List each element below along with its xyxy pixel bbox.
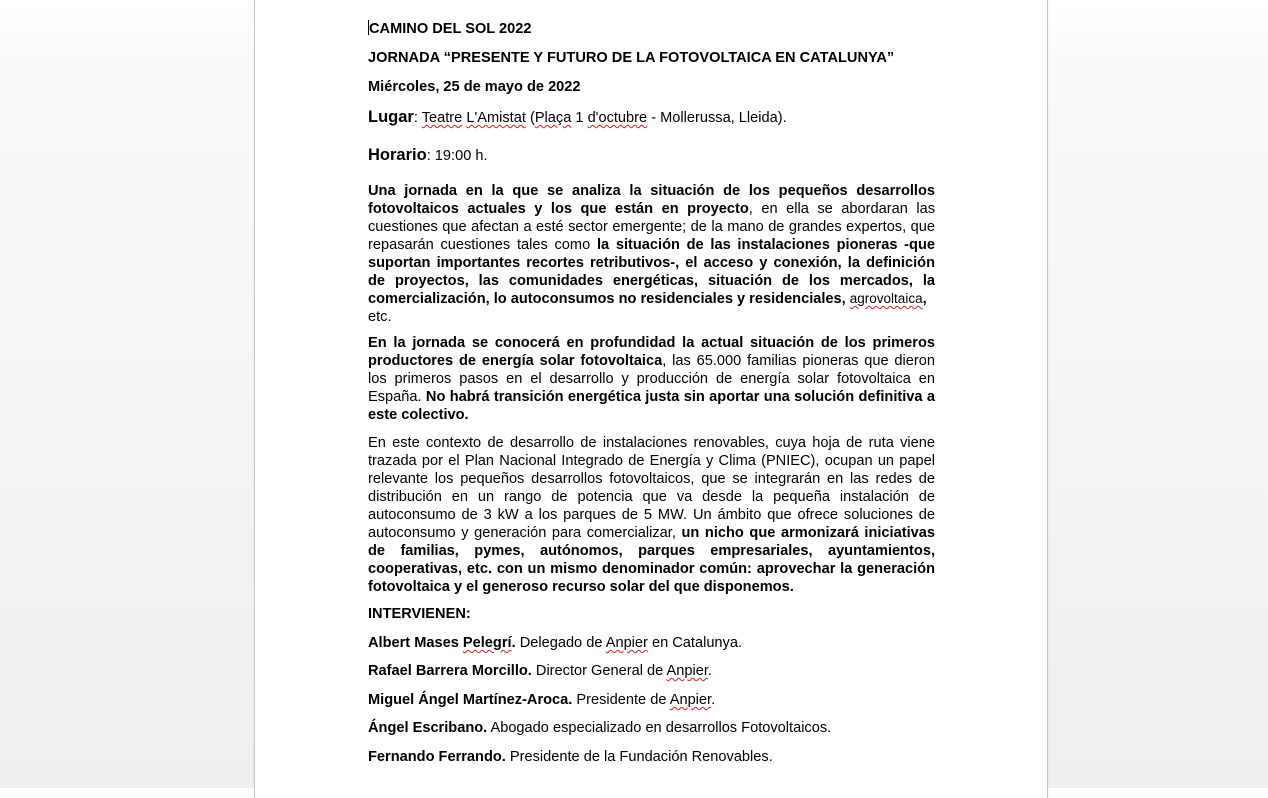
paragraph-intro [368,182,935,326]
speaker-role: Presidente de [572,692,670,708]
speaker-role: en Catalunya. [647,635,743,651]
spell-error-word[interactable]: d'octubre [587,110,648,126]
spell-error-word[interactable]: Teatre [421,110,463,126]
body-text: , las 65.000 familias pioneras que dieron los primeros pasos en el desarrollo y producción de energía solar fotovoltaica en España. [368,353,935,405]
speakers-heading: INTERVIENEN: [368,606,471,622]
spell-error-word[interactable]: Anpier [669,692,712,708]
bold-text: Una jornada en la que se analiza la situación de los pequeños desarrollos fotovoltaicos actuales y los que están en proyecto [368,183,935,217]
speaker-name: Albert Mases [368,635,463,651]
bold-text: la situación de las instalaciones pioneras -que suportan importantes recortes retributivos-, el acceso y conexión, la definición de proyectos, las comunidades energéticas, situación de los mercados, la comercialización, lo autoconsumos no residenciales y residenciales [368,237,935,307]
spell-error-word[interactable]: L'Amistat [466,110,526,126]
speaker-role: . [711,692,716,708]
speaker-role: Presidente de la Fundación Renovables. [505,749,773,765]
speaker-name: Miguel Ángel Martínez-Aroca. [368,692,573,708]
document-title [368,20,531,38]
body-text: , [841,291,850,307]
speaker-role: Delegado de [515,635,606,651]
bold-text: No habrá transición energética justa sin aportar una solución definitiva a este colectivo. [368,389,935,423]
body-text: etc. [368,309,392,325]
bold-text: En la jornada se conocerá en profundidad la actual situación de los primeros productores de energía solar fotovoltaica [368,335,935,369]
speaker-name: . [511,635,516,651]
body-text: En este contexto de desarrollo de instalaciones renovables, cuya hoja de ruta viene trazada por el Plan Nacional Integrado de Energía y Clima (PNIEC), ocupan un papel relevante los pequeños desarrollos fotovoltaicos, que se integrarán en las redes de distribución en un rango de potencia que va desde la pequeña instalación de autoconsumo de 3 kW a los parques de 5 MW. Un ámbito que ofrece soluciones de autoconsumo y generación para comercializar, [368,435,935,541]
bold-text: un nicho que armonizará iniciativas de familias, pymes, autónomos, parques empresariales, ayuntamientos, cooperativas, etc. con un mismo denominador común: aprovechar la generación fotovoltaica y el generoso recurso solar del que disponemos. [368,525,935,595]
document-page [254,0,1048,798]
location-sep: : [413,110,422,126]
event-date: Miércoles, 25 de mayo de 2022 [368,79,581,95]
body-text: , [922,291,927,307]
speaker-name: Rafael Barrera Morcillo. [368,663,532,679]
spell-error-word[interactable]: Anpier [605,635,648,651]
event-schedule [368,146,488,165]
speaker-role: Director General de [531,663,667,679]
speaker-name: Ángel Escribano. [368,720,488,736]
schedule-value: : 19:00 h. [426,148,488,164]
location-text: - Mollerussa, Lleida). [647,110,787,126]
spell-error-word[interactable]: Pelegrí [462,635,512,651]
paragraph-pioneers [368,334,935,424]
event-subtitle: JORNADA “PRESENTE Y FUTURO DE LA FOTOVOLTAICA EN CATALUNYA” [368,50,895,66]
title-text: CAMINO DEL SOL 2022 [369,21,532,37]
body-text: , en ella se abordaran las cuestiones que afectan a esté sector emergente; de la mano de grandes expertos, que repasarán cuestiones tales como [368,201,935,253]
speaker-item [368,719,831,737]
location-text: ( [525,110,535,126]
speaker-role: Abogado especializado en desarrollos Fotovoltaicos. [487,720,832,736]
speaker-item [368,662,712,680]
paragraph-context [368,434,935,596]
event-location [368,108,787,127]
speaker-item [368,691,715,709]
spell-error-word[interactable]: agrovoltaica [849,291,923,306]
speaker-name: Fernando Ferrando. [368,749,506,765]
schedule-label: Horario [368,146,427,164]
speaker-item [368,634,742,652]
speaker-item [368,748,773,766]
location-label: Lugar [368,108,414,126]
speaker-role: . [707,663,712,679]
spell-error-word[interactable]: Plaça [534,110,572,126]
location-text: 1 [571,110,588,126]
spell-error-word[interactable]: Anpier [666,663,708,679]
